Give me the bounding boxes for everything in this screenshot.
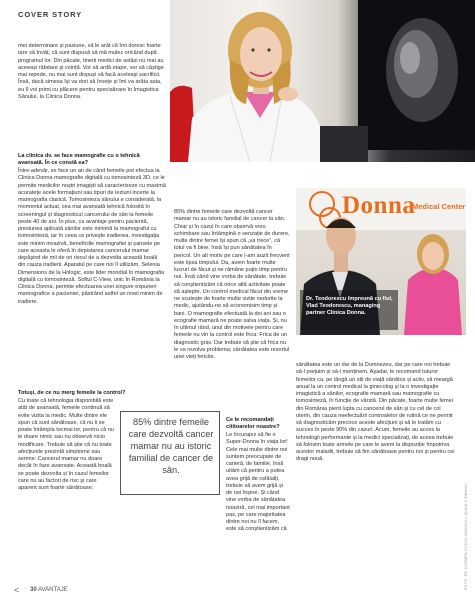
page-footer <box>30 587 68 593</box>
intro-paragraph: mei determinare și pasiune, să le arăt că îmi doresc foarte tare să învăț, că sunt dispusă să mă mulez oricând după programul lor. Din păcate, tinerii medici de astăzi nu mai au aceeași răbdare și voință. Vor să ardă etape, vor să câștige mai repede, nu mai sunt dispuși să facă aceleași sacrificii. Însă, dacă simesa își va dori să învețe și îmi va arăta asta, eu îl voi primi cu plăcere pentru specializare în Imagistica Sânului, la Clinica Donna. <box>18 43 164 100</box>
answer-recommendation-start: Le încurajez să fie o Super-Donna în viața lor! Cele mai multe dintre noi suntem preocupate de carieră, de familie, însă uităm că pentru a putea avea grijă de celălalți, trebuie să avem grijă și de noi înșine. Și când vine vorba de sănătatea noastră, cel mai important pas, pe care majoritatea dintre noi nu îl facem, este să conștientizăm că <box>226 432 290 533</box>
clinic-photo-caption: Dr. Teodorescu împreună cu fiul, Vlad Teodorescu, managing partner Clinica Donna. <box>306 296 393 316</box>
page-number: 30 <box>30 587 37 593</box>
doctor-photo <box>170 0 475 162</box>
question-control-heading: Totuși, de ce nu merg femeile la control? <box>18 390 126 396</box>
question-recommendation-heading: Ce le recomandați cititoarelor noastre? <box>226 417 280 431</box>
clinic-sign-text: Donna <box>342 192 416 219</box>
pull-quote-box <box>120 411 220 495</box>
previous-page-arrow[interactable]: < <box>14 585 20 595</box>
photo-credit: FOTO: DE CARMEN CHICA; MACHIAJ: ALINA CIOBANU <box>464 483 468 590</box>
pull-quote-text: 85% dintre femeile care dezvoltă cancer mamar nu au istoric familial de cancer de sân. <box>128 417 214 475</box>
answer-recommendation-continued: sănătatea este un dar de la Dumnezeu, dar pe care noi trebuie să-l prețuim și să-l menținem. Așadar, le recomand tuturor femeilor ca, pe lângă un stil de viață sănătos și activ, să meargă anual la un control medical la ginecolog și la o investigație imagistică a sânilor, ecografie mamară sau mamografie cu tomosinteză, în funcție de vârstă. Din păcate, foarte multe femei din România pierd lupta cu cancerul de sân și cu cel de col uterin, din cauza neefectuării controalelor de rutină ce ne permit să diagnosticăm precoce aceste afecțiuni și să le tratăm cu succes în peste 90% din cazuri. Acum, femeile au acces la tehnologii performante și la medici specializați, de aceea trebuie să folosim toate armele pe care le avem la dispoziție împotriva acestor maladii, trebuie să fim sănătoase pentru noi și pentru cei dragi nouă. <box>296 362 455 463</box>
magazine-name: AVANTAJE <box>38 587 68 593</box>
answer-control-continued: 85% dintre femeile care dezvoltă cancer mamar nu au istoric familial de cancer la sân. Chiar și în cazul în care observă vreo schimbare sau întâmpină o senzație de durere, multe dintre femei își spun că „va trece”, că totul va fi bine, însă își pun sănătatea în pericol. Un alt motiv pe care l-am auzit frecvent este lipsa timpului. Da, avem foarte multe lucruri de făcut și ne rămâne puțin timp pentru noi. Însă când vine vorba de sănătate, trebuie să conștientizăm că orice altă activitate poate să aștepte. Un control medical făcut din vreme ne scutește de foarte multe vizite nedorite la medic, ajutându-ne să economisim timp și bani. O mamografie efectuată la doi ani sau o ecografie mamară ne poate salva viața. Și, nu în ultimul rând, unul din motivele pentru care femeile nu vin la control este frica: Frica de un diagnostic grav. Dar trebuie să știe că frica nu le va rezolva problema; sănătatea este resortul unei vieți fericite. <box>174 209 290 360</box>
doctor-illustration <box>170 0 475 162</box>
question-mammography-heading: La clinica dv. se face mamografie cu o tehnică avansată. În ce constă ea? <box>18 153 140 167</box>
answer-control-start: Cu toate că tehnologia disponibilă este atât de avansată, femeile continuă să evite vizita la medic. Multe dintre ele spun că sunt sănătoase, că nu li se poate întâmpla tocmai lor, pentru că nu le doare nimic sau nu observă nicio modificare. Trebuie să știe că nu toate afecțiunile prezintă simptome sau semne: Cancerul mamar nu doare decât în faze avansate. Această boală se poate dezvolta și în cazul femeilor care nu au factori de risc și care aparent sunt foarte sănătoase; <box>18 398 114 491</box>
clinic-sign-subtitle: Medical Center <box>412 202 466 211</box>
answer-mammography: Între-adevăr, se face un an de când femeile pot efectua la Clinica Donna mamografie digitală cu tomosinteză 3D, ce le permite medicilor noștri imagiști să caracterizeze cu maximă acuratețe acele formațiuni sau tipuri de leziuni incerte la mamografia clasică. Tomosinteza sânului e considerată, la momentul actual, cea mai avansată tehnică folosită în screeningul și diagnosticul cancerului de sân la femeile peste 40 de ani. În plus, ca avantaje pentru pacientă, presiunea aplicată sânilor este minimă la mamograful cu tomosinteză, iar în ceea ce privește iradierea, investigația este minim invazivă, beneficiile mamografiei și șansele pe care aceasta le oferă în depistarea cancerului mamar depășind de mii de ori riscul de a dezvolta această boală din cauza iradierii. Aparatul pe care noi îl utilizăm, Selenia Dimensions de la Hologic, este lider mondial în mamografia digitală cu tomosinteză. Softul C-View, unic în România la Clinica Donna, permite efectuarea unei singure expuneri mamografice a pacientei, păstrând astfel un nivel minim de iradiere. <box>18 168 166 305</box>
section-label: COVER STORY <box>18 10 83 19</box>
